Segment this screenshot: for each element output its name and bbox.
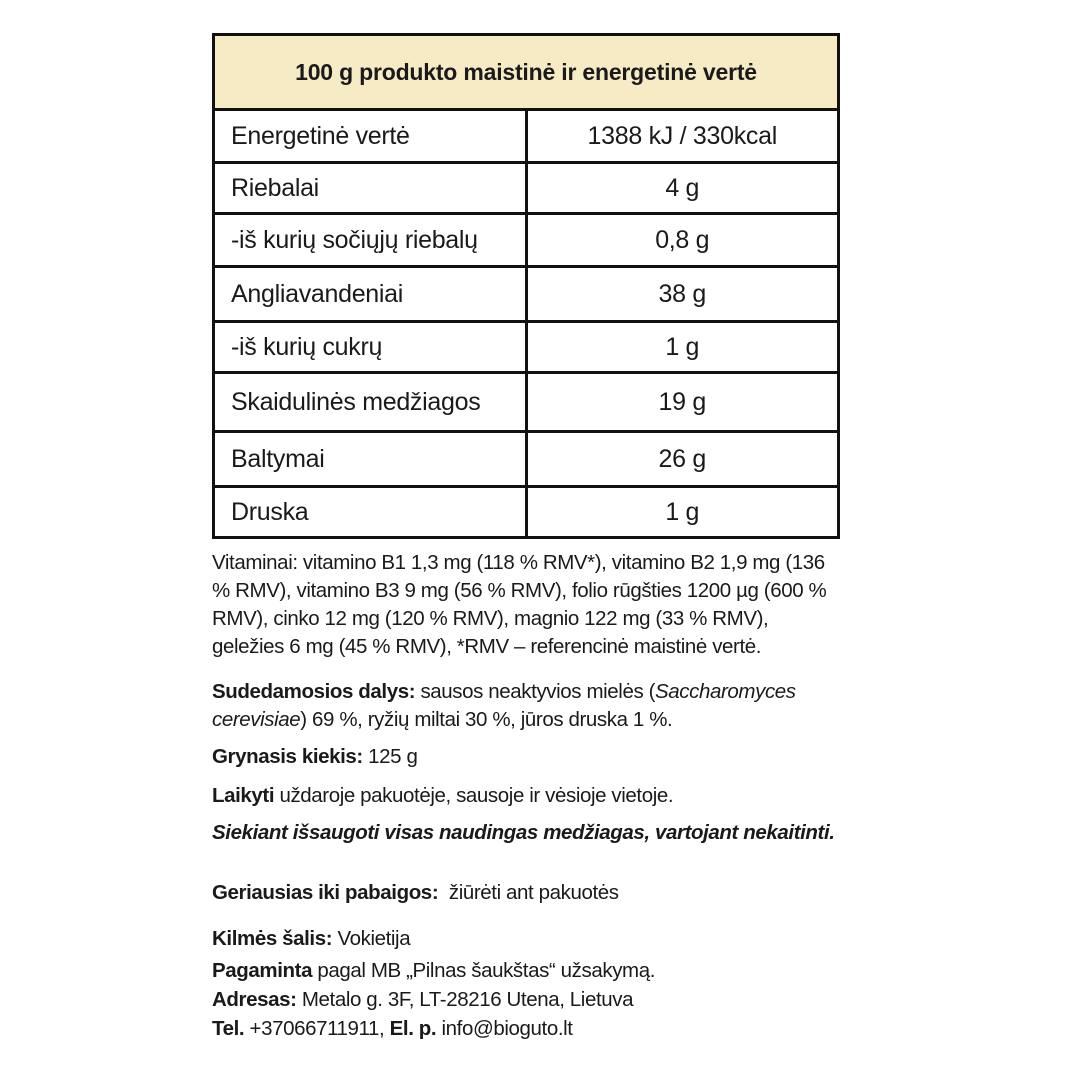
table-row — [214, 373, 839, 432]
manufacturer-label: Pagaminta — [212, 959, 313, 982]
nutrient-name: -iš kurių sočiųjų riebalų — [214, 214, 527, 267]
email-label: El. p. — [389, 1017, 437, 1040]
origin-line — [212, 925, 842, 953]
best-before-label: Geriausias iki pabaigos: — [212, 881, 439, 904]
email-value: info@bioguto.lt — [436, 1017, 573, 1040]
nutrient-name: Riebalai — [214, 163, 527, 214]
net-weight-label: Grynasis kiekis: — [212, 745, 363, 768]
net-weight-line — [212, 743, 842, 771]
storage-line — [212, 782, 842, 810]
table-row — [214, 432, 839, 487]
nutrient-name: Skaidulinės medžiagos — [214, 373, 527, 432]
manufacturer-line — [212, 957, 842, 985]
contact-line — [212, 1015, 842, 1043]
address-line — [212, 986, 842, 1014]
vitamins-paragraph: Vitaminai: vitamino B1 1,3 mg (118 % RMV*), vitamino B2 1,9 mg (136 % RMV), vitamino B3 9 mg (56 % RMV), folio rūgšties 1200 µg (600 % RMV), cinko 12 mg (120 % RMV), magnio 122 mg (33 % RMV), geležies 6 mg (45 % RMV), *RMV – referencinė maistinė vertė. — [212, 551, 827, 658]
nutrient-name: Baltymai — [214, 432, 527, 487]
nutrient-value: 0,8 g — [526, 214, 839, 267]
tel-value: +37066711911, — [244, 1017, 390, 1040]
nutrient-value: 38 g — [526, 267, 839, 322]
nutrient-value: 1 g — [526, 322, 839, 373]
nutrient-value: 19 g — [526, 373, 839, 432]
table-row — [214, 214, 839, 267]
table-row — [214, 322, 839, 373]
nutrient-value: 4 g — [526, 163, 839, 214]
ingredients-text-before: sausos neaktyvios mielės ( — [415, 680, 656, 703]
ingredients-label: Sudedamosios dalys: — [212, 680, 416, 703]
nutrition-table-header: 100 g produkto maistinė ir energetinė vertė — [214, 35, 839, 110]
nutrient-value: 1 g — [526, 487, 839, 538]
table-row — [214, 487, 839, 538]
warning-text: Siekiant išsaugoti visas naudingas medžiagas, vartojant nekaitinti. — [212, 821, 835, 844]
nutrient-name: Druska — [214, 487, 527, 538]
best-before-line — [212, 879, 842, 907]
storage-label: Laikyti — [212, 784, 275, 807]
manufacturer-value: pagal MB „Pilnas šaukštas“ užsakymą. — [312, 959, 656, 982]
table-row — [214, 267, 839, 322]
nutrition-table — [212, 33, 840, 539]
net-weight-value: 125 g — [362, 745, 418, 768]
nutrient-value: 26 g — [526, 432, 839, 487]
ingredients-species: Saccharomyces cerevisiae — [212, 680, 796, 731]
ingredients-text-after: ) 69 %, ryžių miltai 30 %, jūros druska 1 %. — [300, 708, 673, 731]
best-before-value: žiūrėti ant pakuotės — [438, 881, 619, 904]
tel-label: Tel. — [212, 1017, 245, 1040]
address-value: Metalo g. 3F, LT-28216 Utena, Lietuva — [296, 988, 634, 1011]
origin-label: Kilmės šalis: — [212, 927, 333, 950]
storage-value: uždaroje pakuotėje, sausoje ir vėsioje vietoje. — [274, 784, 674, 807]
nutrient-name: Angliavandeniai — [214, 267, 527, 322]
nutrient-value: 1388 kJ / 330kcal — [526, 110, 839, 163]
ingredients-paragraph — [212, 678, 842, 734]
nutrient-name: -iš kurių cukrų — [214, 322, 527, 373]
origin-value: Vokietija — [332, 927, 411, 950]
table-row — [214, 163, 839, 214]
table-row — [214, 110, 839, 163]
address-label: Adresas: — [212, 988, 297, 1011]
nutrient-name: Energetinė vertė — [214, 110, 527, 163]
